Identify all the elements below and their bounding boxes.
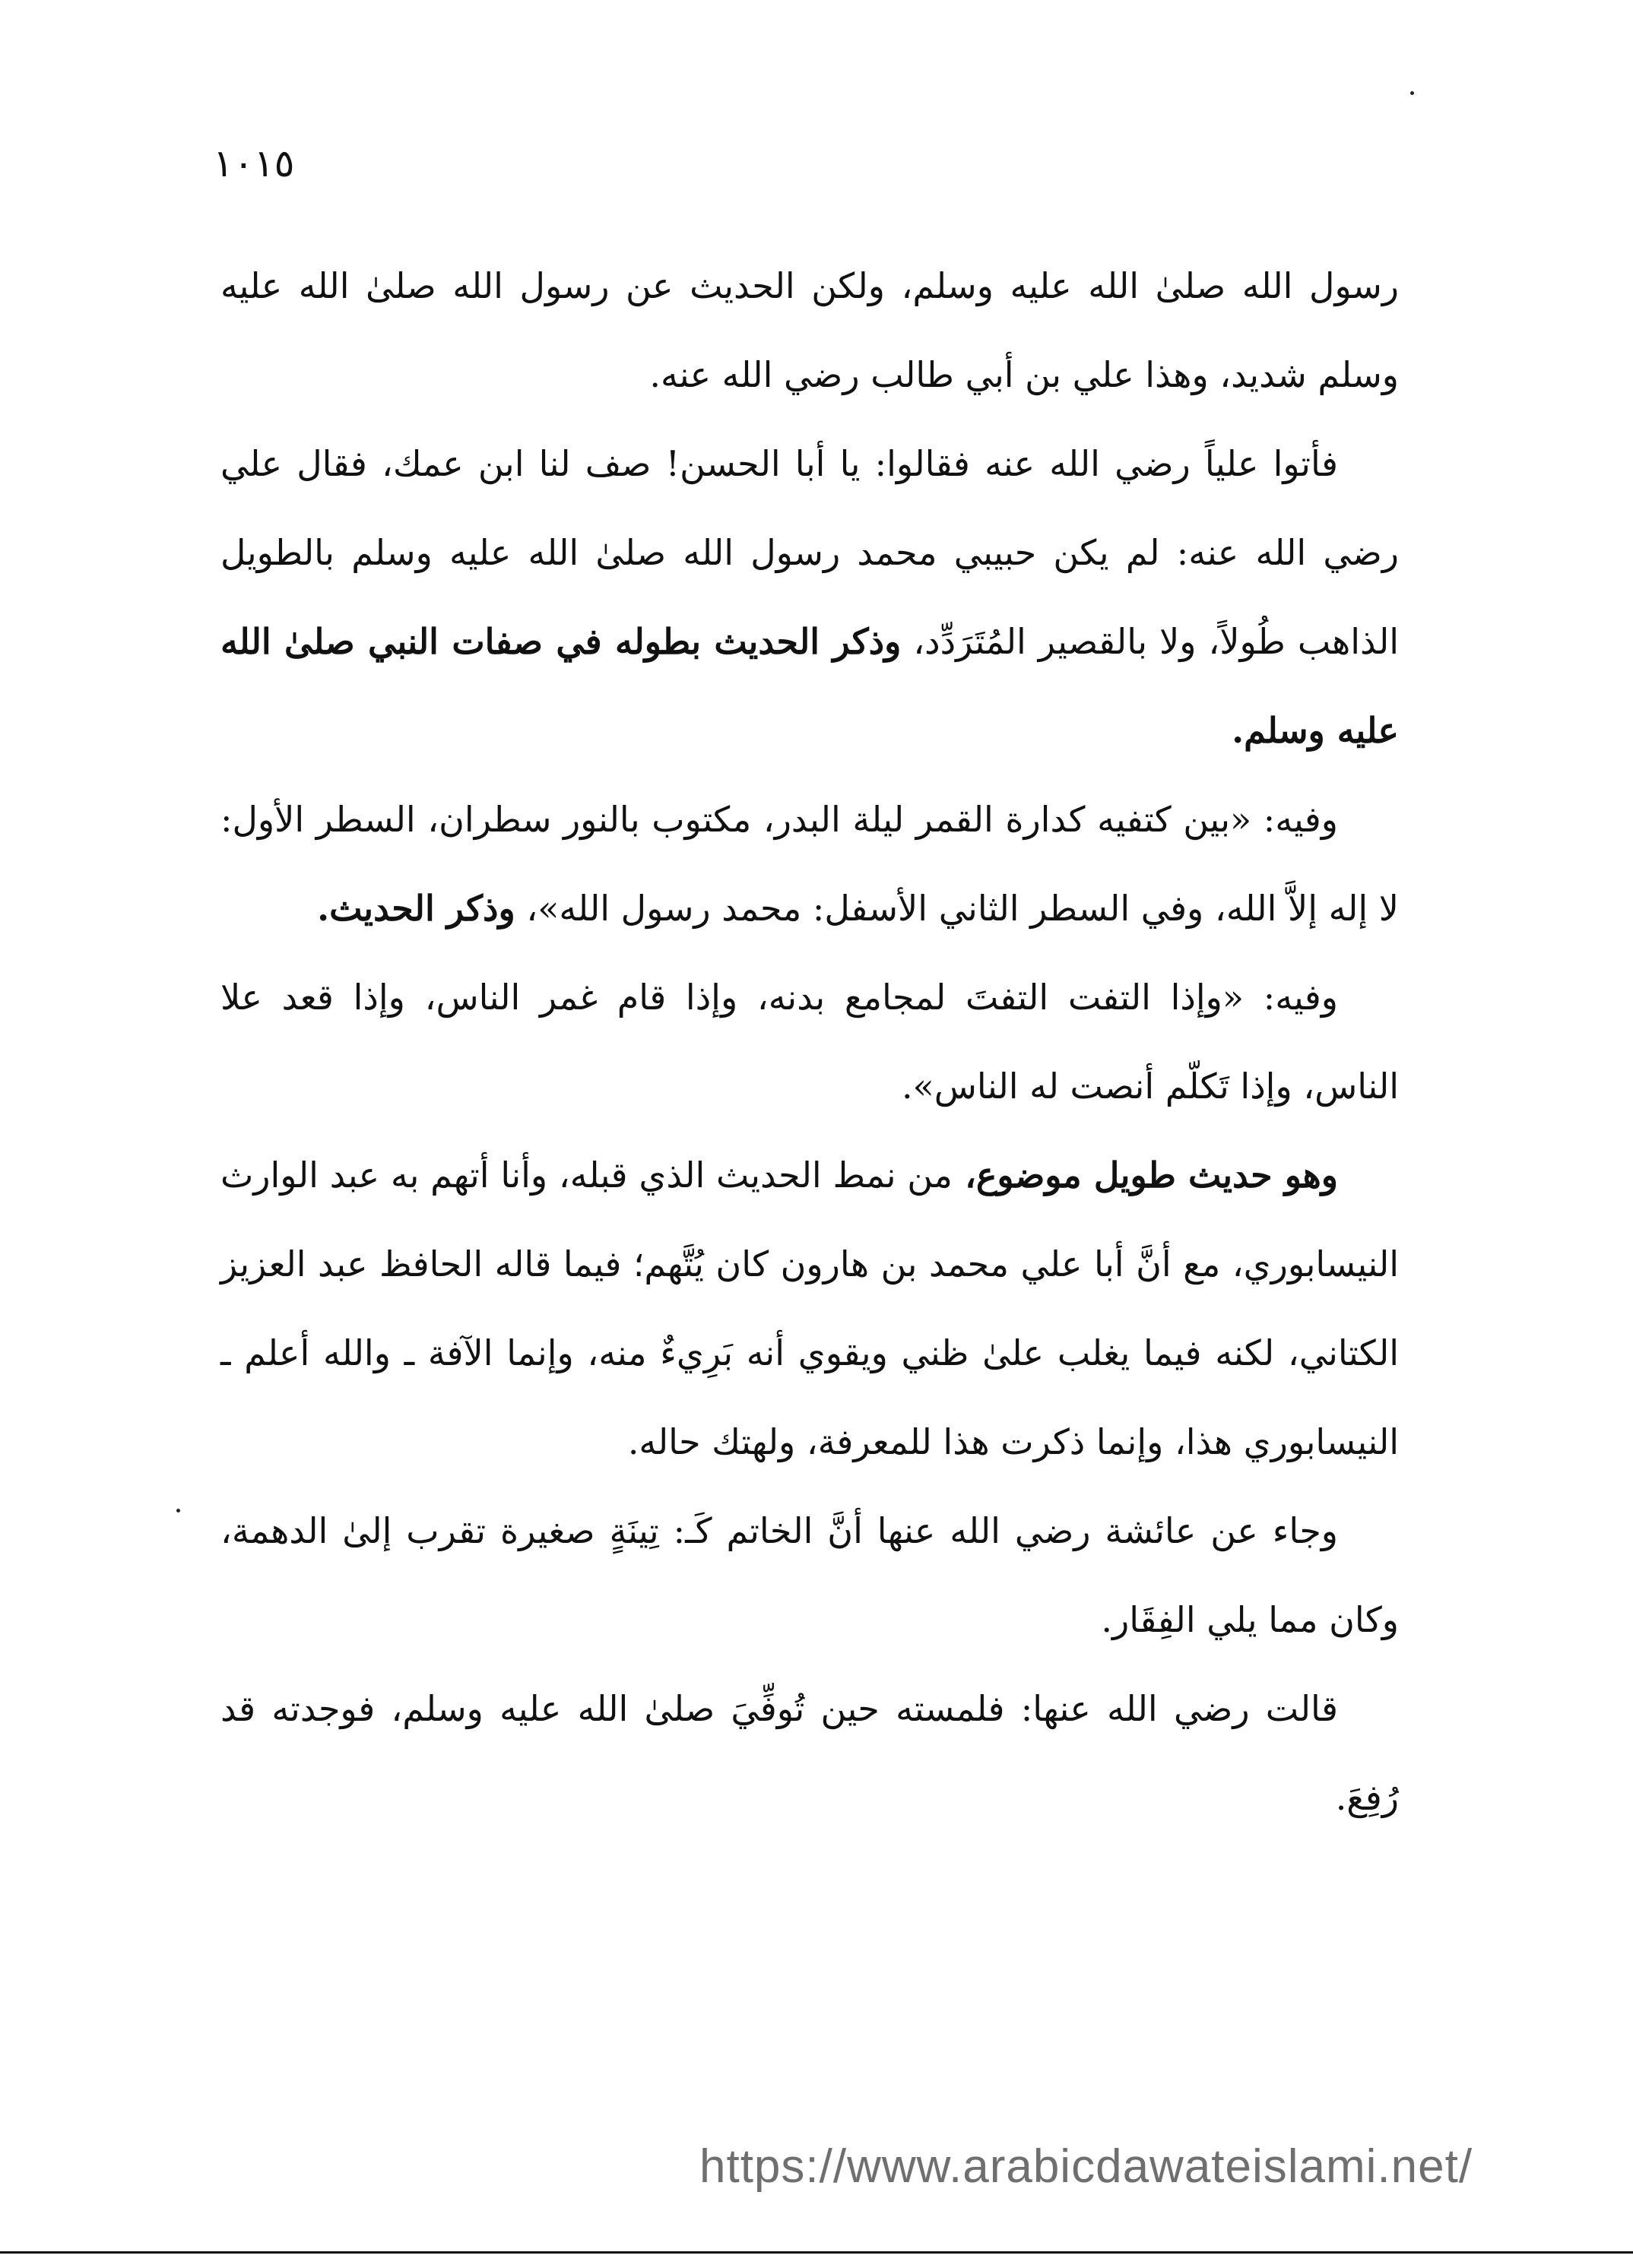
paragraph bbox=[220, 242, 1399, 420]
scan-speck bbox=[1410, 91, 1414, 95]
bold-text-segment: وذكر الحديث بطوله في صفات النبي صلىٰ الله عليه وسلم. bbox=[220, 621, 1399, 751]
page-body-text bbox=[220, 242, 1399, 1842]
text-segment: وجاء عن عائشة رضي الله عنها أنَّ الخاتم كَـ: تِينَةٍ صغيرة تقرب إلىٰ الدهمة، وكان مما يلي الفِقَار. bbox=[220, 1510, 1399, 1640]
bold-text-segment: وهو حديث طويل موضوع، bbox=[952, 1155, 1338, 1196]
page-number: ١٠١٥ bbox=[213, 141, 295, 185]
paragraph bbox=[220, 420, 1399, 775]
paragraph bbox=[220, 1487, 1399, 1665]
scan-speck bbox=[176, 1509, 180, 1513]
watermark-url: https://www.arabicdawateislami.net/ bbox=[699, 2140, 1473, 2193]
paragraph bbox=[220, 775, 1399, 953]
text-segment: من نمط الحديث الذي قبله، وأنا أتهم به عبد الوارث النيسابوري، مع أنَّ أبا علي محمد بن هارون كان يُتَّهم؛ فيما قاله الحافظ عبد العزيز الكتاني، لكنه فيما يغلب علىٰ ظني ويقوي أنه بَرِيءٌ منه، وإنما الآفة ـ والله أعلم ـ النيسابوري هذا، وإنما ذكرت هذا للمعرفة، ولهتك حاله. bbox=[220, 1155, 1399, 1462]
text-segment: فأتوا علياً رضي الله عنه فقالوا: يا أبا الحسن! صف لنا ابن عمك، فقال علي رضي الله عنه: لم يكن حبيبي محمد رسول الله صلىٰ الله عليه وسلم بالطويل الذاهب طُولاً، ولا بالقصير المُتَرَدِّد، bbox=[220, 443, 1400, 662]
paragraph bbox=[220, 1131, 1399, 1487]
bold-text-segment: وذكر الحديث. bbox=[317, 888, 515, 929]
text-segment: وفيه: «بين كتفيه كدارة القمر ليلة البدر، مكتوب بالنور سطران، السطر الأول: لا إله إلاَّ الله، وفي السطر الثاني الأسفل: محمد رسول الله»، bbox=[220, 799, 1399, 929]
text-segment: وفيه: «وإذا التفت التفتَ لمجامع بدنه، وإذا قام غمر الناس، وإذا قعد علا الناس، وإذا تَكلّم أنصت له الناس». bbox=[220, 977, 1399, 1107]
text-segment: رسول الله صلىٰ الله عليه وسلم، ولكن الحديث عن رسول الله صلىٰ الله عليه وسلم شديد، وهذا علي بن أبي طالب رضي الله عنه. bbox=[220, 265, 1399, 395]
paragraph bbox=[220, 1665, 1399, 1842]
bottom-rule bbox=[0, 2251, 1633, 2254]
paragraph bbox=[220, 953, 1399, 1131]
text-segment: قالت رضي الله عنها: فلمسته حين تُوفِّيَ صلىٰ الله عليه وسلم، فوجدته قد رُفِعَ. bbox=[220, 1688, 1399, 1818]
